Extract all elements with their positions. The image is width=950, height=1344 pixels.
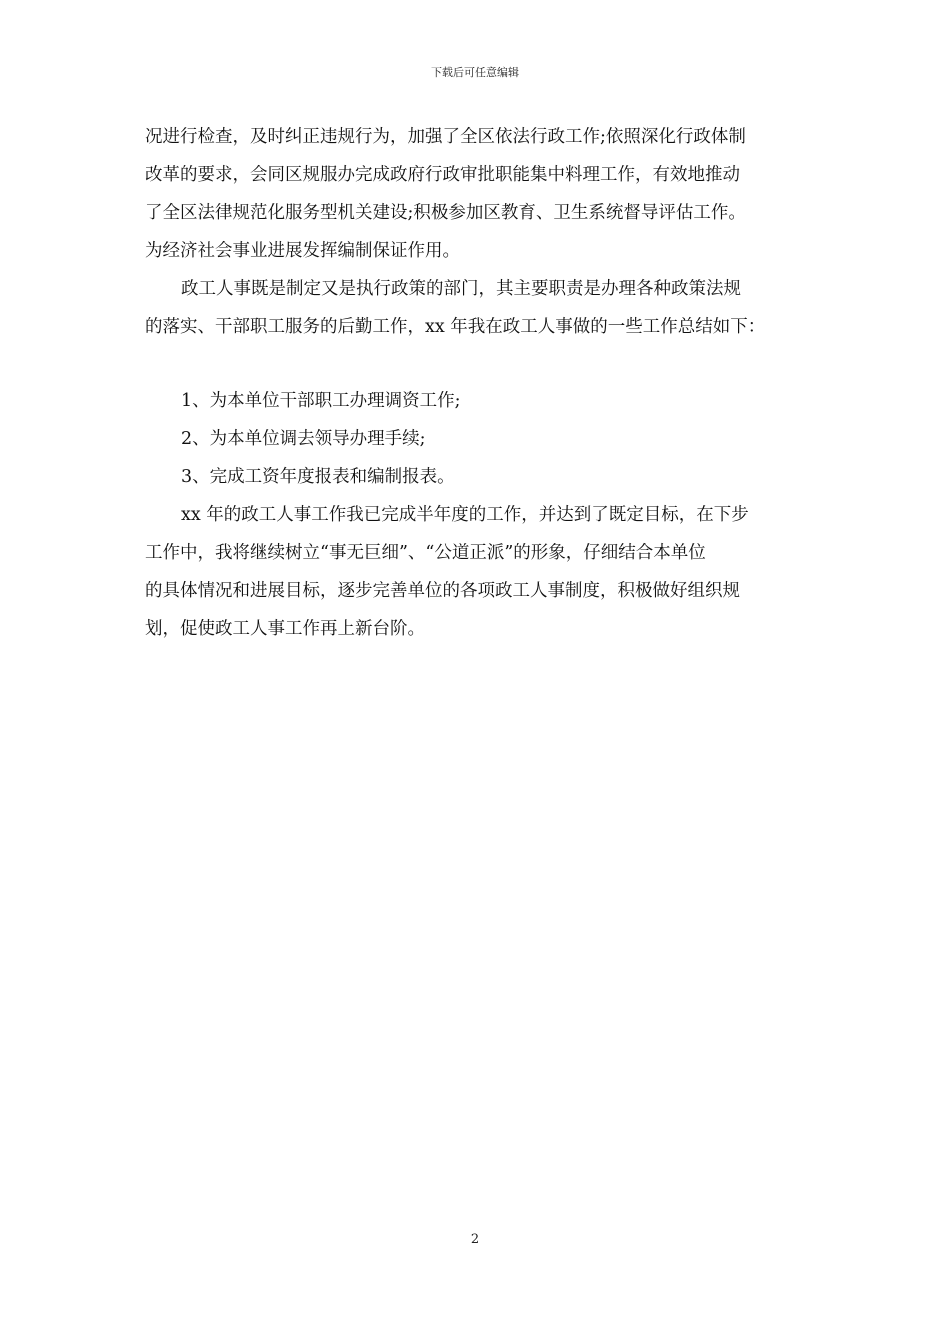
paragraph-continuation — [145, 118, 823, 270]
text-line: 况进行检查，及时纠正违规行为，加强了全区依法行政工作;依照深化行政体制 — [145, 127, 746, 147]
page-number: 2 — [470, 1232, 480, 1247]
text-line: 工作中，我将继续树立“事无巨细”、“公道正派”的形象，仔细结合本单位 — [145, 543, 706, 563]
document-body — [145, 118, 823, 648]
list-item: 1、为本单位干部职工办理调资工作; — [181, 391, 461, 411]
text-line: 的具体情况和进展目标，逐步完善单位的各项政工人事制度，积极做好组织规 — [145, 581, 740, 601]
page-header: 下载后可任意编辑 — [431, 66, 519, 79]
blank-line — [145, 346, 823, 382]
text-line: 为经济社会事业进展发挥编制保证作用。 — [145, 241, 460, 261]
text-line: 划，促使政工人事工作再上新台阶。 — [145, 619, 425, 639]
text-line: 的落实、干部职工服务的后勤工作，xx 年我在政工人事做的一些工作总结如下： — [145, 317, 766, 337]
text-line: 了全区法律规范化服务型机关建设;积极参加区教育、卫生系统督导评估工作。 — [145, 203, 746, 223]
text-line: xx 年的政工人事工作我已完成半年度的工作，并达到了既定目标，在下步 — [181, 505, 749, 525]
text-line: 改革的要求，会同区规服办完成政府行政审批职能集中料理工作，有效地推动 — [145, 165, 740, 185]
list-item: 2、为本单位调去领导办理手续; — [181, 429, 426, 449]
work-list — [145, 382, 823, 496]
text-line: 政工人事既是制定又是执行政策的部门，其主要职责是办理各种政策法规 — [181, 279, 741, 299]
paragraph-conclusion — [145, 496, 823, 648]
list-item: 3、完成工资年度报表和编制报表。 — [181, 467, 455, 487]
paragraph-intro — [145, 270, 823, 346]
